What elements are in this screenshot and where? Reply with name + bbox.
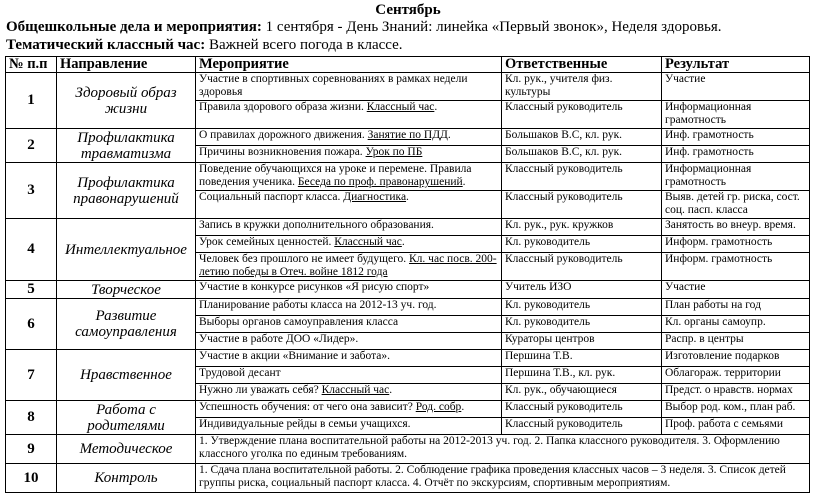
responsible-cell: Першина Т.В.	[502, 350, 662, 367]
result-cell: Участие	[662, 281, 810, 299]
header-direction: Направление	[57, 57, 196, 73]
responsible-cell: Кл. рук., учителя физ. культуры	[502, 73, 662, 101]
result-cell: Информ. грамотность	[662, 253, 810, 281]
class-hour-label: Тематический классный час:	[6, 37, 206, 53]
row-number: 1	[6, 73, 57, 129]
event-link: Классный час	[366, 101, 435, 113]
row-number: 2	[6, 129, 57, 163]
row-number: 6	[6, 299, 57, 350]
responsible-cell: Кл. рук., обучающиеся	[502, 384, 662, 401]
result-cell: План работы на год	[662, 299, 810, 316]
direction-cell: Методическое	[57, 435, 196, 464]
event-cell	[196, 101, 502, 129]
result-cell: Проф. работа с семьями	[662, 418, 810, 435]
table-row	[6, 219, 810, 236]
event-tail: .	[461, 401, 465, 413]
event-link: Урок по ПБ	[365, 146, 423, 158]
event-link: Беседа по проф. правонарушений	[297, 176, 463, 188]
table-row	[6, 73, 810, 101]
direction-cell: Творческое	[57, 281, 196, 299]
event-text: Правила здорового образа жизни.	[199, 101, 367, 113]
direction-cell: Здоровый образ жизни	[57, 73, 196, 129]
event-text: Поведение обучающихся на уроке и перемене. Правила поведения ученика.	[199, 163, 472, 188]
event-text: Урок семейных ценностей.	[199, 236, 335, 248]
result-cell: Инф. грамотность	[662, 146, 810, 163]
table-row	[6, 163, 810, 191]
school-events-text: 1 сентября - День Знаний: линейка «Первый звонок», Неделя здоровья.	[261, 19, 722, 35]
class-hour-line	[6, 37, 403, 54]
event-cell	[196, 350, 502, 367]
responsible-cell: Большаков В.С, кл. рук.	[502, 146, 662, 163]
table-header-row	[6, 57, 810, 73]
school-events-label: Общешкольные дела и мероприятия:	[6, 19, 262, 35]
event-tail: .	[462, 176, 466, 188]
result-cell: Информ. грамотность	[662, 236, 810, 253]
event-text: Нужно ли уважать себя?	[199, 384, 322, 396]
responsible-cell: Першина Т.В., кл. рук.	[502, 367, 662, 384]
result-cell: Распр. в центры	[662, 333, 810, 350]
table-row	[6, 464, 810, 493]
event-link: Классный час	[321, 384, 390, 396]
direction-cell: Работа с родителями	[57, 401, 196, 435]
row-number: 7	[6, 350, 57, 401]
responsible-cell: Классный руководитель	[502, 253, 662, 281]
direction-cell: Профилактика правонарушений	[57, 163, 196, 219]
event-text: Человек без прошлого не имеет будущего.	[199, 253, 410, 265]
event-cell	[196, 253, 502, 281]
event-tail: .	[447, 129, 451, 141]
event-cell	[196, 219, 502, 236]
event-text: Планирование работы класса на 2012-13 уч. год.	[199, 299, 437, 311]
result-cell: Кл. органы самоупр.	[662, 316, 810, 333]
table-body	[6, 73, 810, 493]
result-cell: Выбор род. ком., план раб.	[662, 401, 810, 418]
direction-cell: Развитие самоуправления	[57, 299, 196, 350]
direction-cell: Профилактика травматизма	[57, 129, 196, 163]
responsible-cell: Классный руководитель	[502, 401, 662, 418]
result-cell: Занятость во внеур. время.	[662, 219, 810, 236]
table-row	[6, 281, 810, 299]
responsible-cell: Классный руководитель	[502, 101, 662, 129]
table-row	[6, 350, 810, 367]
direction-cell: Нравственное	[57, 350, 196, 401]
result-cell: Предст. о нравств. нормах	[662, 384, 810, 401]
result-cell: Облагораж. территории	[662, 367, 810, 384]
event-link: Род. собр	[415, 401, 462, 413]
event-text: Успешность обучения: от чего она зависит?	[199, 401, 416, 413]
event-text: Социальный паспорт класса.	[199, 191, 344, 203]
row-number: 8	[6, 401, 57, 435]
wide-content-cell: 1. Утверждение плана воспитательной работы на 2012-2013 уч. год. 2. Папка классного руководителя. 3. Оформлению классного уголка по единым требованиям.	[196, 435, 810, 464]
event-cell	[196, 146, 502, 163]
event-cell	[196, 316, 502, 333]
responsible-cell: Большаков В.С, кл. рук.	[502, 129, 662, 146]
header-event: Мероприятие	[196, 57, 502, 73]
responsible-cell: Кл. руководитель	[502, 299, 662, 316]
responsible-cell: Кл. рук., рук. кружков	[502, 219, 662, 236]
row-number: 3	[6, 163, 57, 219]
row-number: 9	[6, 435, 57, 464]
event-text: О правилах дорожного движения.	[199, 129, 368, 141]
table-row	[6, 299, 810, 316]
header-responsible: Ответственные	[502, 57, 662, 73]
event-cell	[196, 236, 502, 253]
event-cell	[196, 367, 502, 384]
school-events-line	[6, 19, 722, 36]
event-cell	[196, 401, 502, 418]
event-text: Запись в кружки дополнительного образования.	[199, 219, 434, 231]
responsible-cell: Классный руководитель	[502, 163, 662, 191]
event-cell	[196, 191, 502, 219]
direction-cell: Интеллектуальное	[57, 219, 196, 281]
event-tail: .	[389, 384, 393, 396]
event-cell	[196, 163, 502, 191]
row-number: 10	[6, 464, 57, 493]
event-cell	[196, 418, 502, 435]
responsible-cell: Учитель ИЗО	[502, 281, 662, 299]
result-cell: Выяв. детей гр. риска, сост. соц. пасп. класса	[662, 191, 810, 219]
event-tail: .	[434, 101, 438, 113]
event-text: Участие в работе ДОО «Лидер».	[199, 333, 359, 345]
header-num: № п.п	[6, 57, 57, 73]
table-row	[6, 401, 810, 418]
event-text: Причины возникновения пожара.	[199, 146, 366, 158]
event-cell	[196, 299, 502, 316]
responsible-cell: Кл. руководитель	[502, 236, 662, 253]
direction-cell: Контроль	[57, 464, 196, 493]
event-text: Участие в спортивных соревнованиях в рамках недели здоровья	[199, 73, 468, 98]
event-cell	[196, 73, 502, 101]
event-link: Занятие по ПДД	[367, 129, 448, 141]
event-link: Классный час	[334, 236, 402, 248]
table-row	[6, 129, 810, 146]
class-hour-text: Важней всего погода в классе.	[205, 37, 403, 53]
responsible-cell: Классный руководитель	[502, 418, 662, 435]
event-tail: .	[401, 236, 405, 248]
event-text: Выборы органов самоуправления класса	[199, 316, 399, 328]
header-result: Результат	[662, 57, 810, 73]
responsible-cell: Кл. руководитель	[502, 316, 662, 333]
event-cell	[196, 333, 502, 350]
result-cell: Изготовление подарков	[662, 350, 810, 367]
event-link: Кл. час посв. 200-летию победы в Отеч. войне 1812 года	[199, 253, 497, 278]
event-text: Участие в конкурсе рисунков «Я рисую спорт»	[199, 281, 430, 293]
result-cell: Участие	[662, 73, 810, 101]
event-link: Диагностика	[343, 191, 407, 203]
result-cell: Информационная грамотность	[662, 163, 810, 191]
row-number: 5	[6, 281, 57, 299]
event-cell	[196, 281, 502, 299]
event-text: Участие в акции «Внимание и забота».	[199, 350, 390, 362]
page-title: Сентябрь	[375, 2, 441, 18]
responsible-cell: Классный руководитель	[502, 191, 662, 219]
event-cell	[196, 129, 502, 146]
row-number: 4	[6, 219, 57, 281]
wide-content-cell: 1. Сдача плана воспитательной работы. 2. Соблюдение графика проведения классных часов – 3 неделя. 3. Список детей группы риска, социальный паспорт класса. 4. Отчёт по экскурсиям, спортивным мероприятиям.	[196, 464, 810, 493]
event-text: Трудовой десант	[199, 367, 281, 379]
result-cell: Инф. грамотность	[662, 129, 810, 146]
responsible-cell: Кураторы центров	[502, 333, 662, 350]
result-cell: Информационная грамотность	[662, 101, 810, 129]
event-text: Индивидуальные рейды в семьи учащихся.	[199, 418, 411, 430]
table-row	[6, 435, 810, 464]
plan-table	[5, 56, 810, 493]
event-tail: .	[406, 191, 409, 203]
event-cell	[196, 384, 502, 401]
